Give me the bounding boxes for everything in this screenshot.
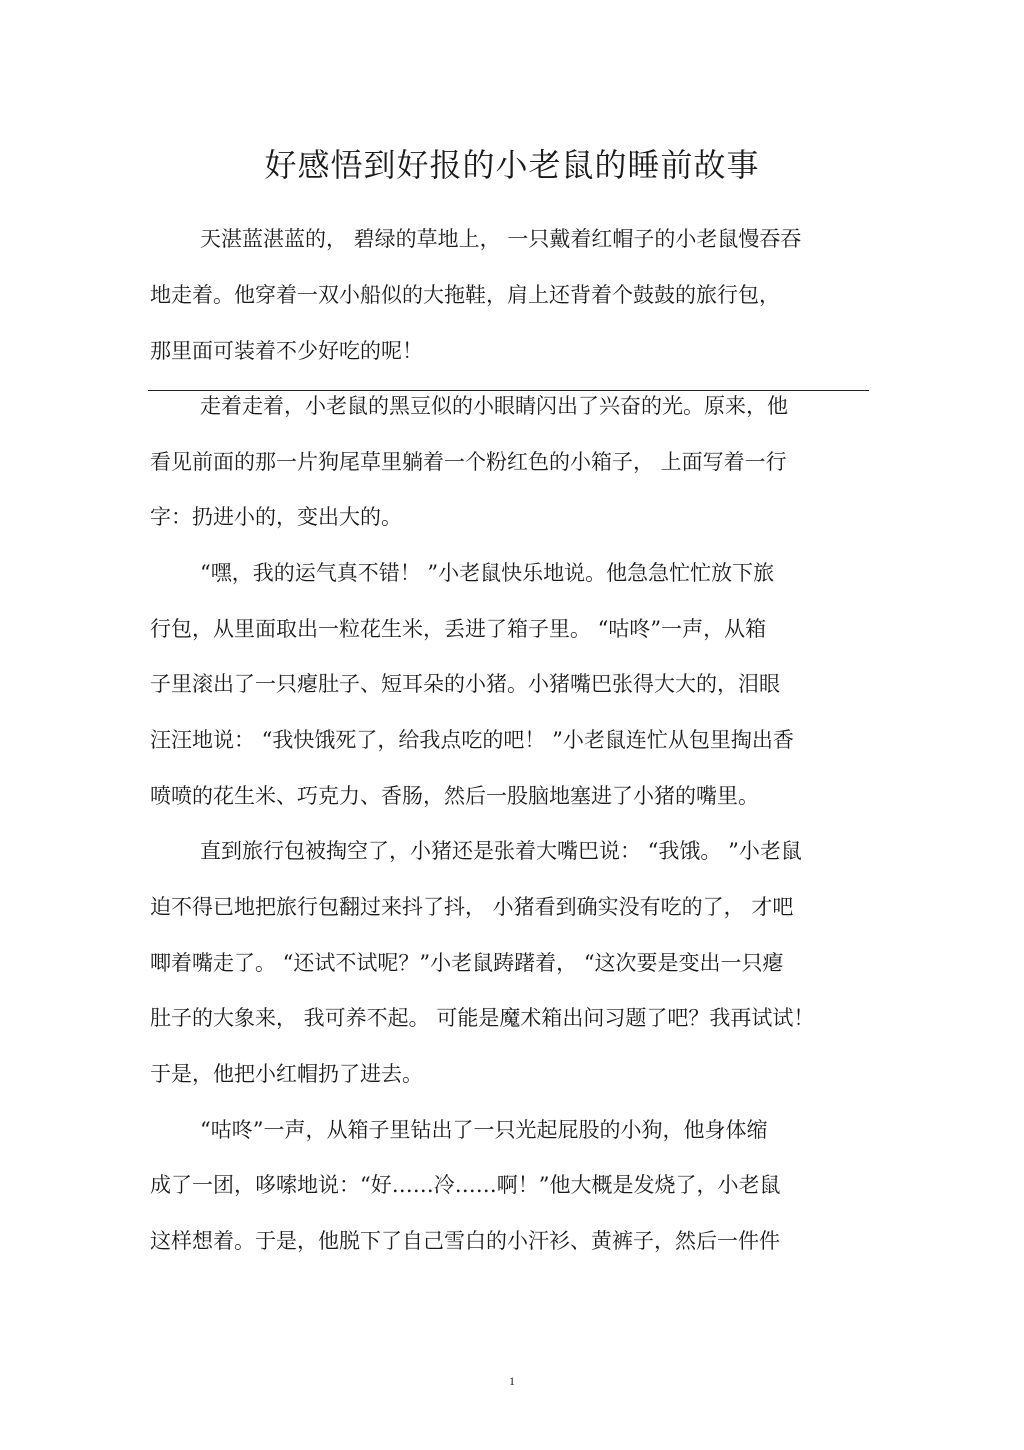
text-line: 汪汪地说： “我快饿死了，给我点吃的吧！ ”小老鼠连忙从包里掏出香	[150, 728, 794, 752]
text-line: 字：扔进小的，变出大的。	[150, 505, 402, 529]
text-line: 天湛蓝湛蓝的， 碧绿的草地上， 一只戴着红帽子的小老鼠慢吞吞	[200, 227, 802, 251]
text-line: 直到旅行包被掏空了，小猪还是张着大嘴巴说： “我饿。 ”小老鼠	[200, 839, 802, 863]
text-line: 迫不得已地把旅行包翻过来抖了抖， 小猪看到确实没有吃的了， 才吧	[150, 895, 794, 919]
text-line: “咕咚”一声，从箱子里钻出了一只光起屁股的小狗，他身体缩	[200, 1118, 768, 1142]
text-line: 成了一团，哆嗦地说：“好……冷……啊！”他大概是发烧了，小老鼠	[150, 1173, 781, 1197]
text-line: 肚子的大象来， 我可养不起。 可能是魔术箱出问习题了吧？我再试试！	[150, 1006, 815, 1030]
horizontal-rule	[148, 390, 869, 391]
text-line: 地走着。他穿着一双小船似的大拖鞋，肩上还背着个鼓鼓的旅行包，	[150, 283, 780, 307]
text-line: 唧着嘴走了。 “还试不试呢？”小老鼠踌躇着， “这次要是变出一只瘪	[150, 951, 784, 975]
text-line: 那里面可装着不少好吃的呢！	[150, 339, 423, 363]
text-line: 子里滚出了一只瘪肚子、短耳朵的小猪。小猪嘴巴张得大大的，泪眼	[150, 672, 780, 696]
text-line: 这样想着。于是，他脱下了自己雪白的小汗衫、黄裤子，然后一件件	[150, 1229, 780, 1253]
text-line: 行包，从里面取出一粒花生米，丢进了箱子里。 “咕咚”一声，从箱	[150, 617, 767, 641]
page-number: 1	[509, 1374, 515, 1388]
text-line: 于是，他把小红帽扔了进去。	[150, 1062, 423, 1086]
text-line: 看见前面的那一片狗尾草里躺着一个粉红色的小箱子， 上面写着一行	[150, 450, 787, 474]
page-title: 好感悟到好报的小老鼠的睡前故事	[264, 146, 760, 184]
text-line: 喷喷的花生米、巧克力、香肠，然后一股脑地塞进了小猪的嘴里。	[150, 784, 759, 808]
text-line: 走着走着，小老鼠的黑豆似的小眼睛闪出了兴奋的光。原来，他	[200, 394, 788, 418]
text-line: “嘿，我的运气真不错！ ”小老鼠快乐地说。他急急忙忙放下旅	[200, 561, 775, 585]
